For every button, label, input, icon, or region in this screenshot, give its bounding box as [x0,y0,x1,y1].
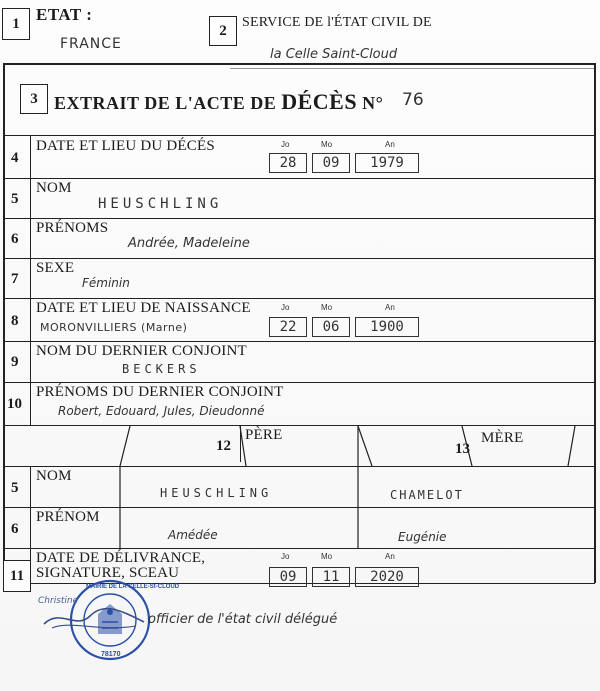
naissance-lieu: MORONVILLIERS (Marne) [40,321,188,334]
conjoint-nom-value: BECKERS [122,362,201,376]
naissance-day: 22 [269,317,307,337]
seal-text: MAIRIE DE LA CELLE-St-CLOUD [86,584,180,590]
field-number-13: 13 [455,441,470,457]
sexe-label: SEXE [36,260,75,276]
signature-text: officier de l'état civil délégué [148,612,338,627]
month-caption-11: Mo [321,552,333,561]
field-number-6-parents: 6 [11,521,19,537]
title-no: N° [357,93,384,113]
conjoint-prenoms-value: Robert, Edouard, Jules, Dieudonné [58,404,265,418]
field-number-5: 5 [11,191,19,207]
nom-value: HEUSCHLING [98,196,223,212]
delivrance-label-line2: SIGNATURE, SCEAU [36,565,180,581]
mere-nom-value: CHAMELOT [390,488,464,502]
field-number-7: 7 [11,271,19,287]
field-number-4: 4 [11,150,19,166]
etat-value: FRANCE [60,36,122,52]
day-caption-8: Jo [281,303,290,312]
prenoms-label: PRÉNOMS [36,220,109,236]
seal-code: 78170 [101,651,121,658]
pere-prenom-value: Amédée [168,528,218,542]
field-number-3: 3 [20,84,48,114]
mere-label: MÈRE [481,430,524,446]
day-caption: Jo [281,140,290,149]
month-caption: Mo [321,140,333,149]
pere-number-divider [240,426,241,462]
pere-nom-value: HEUSCHLING [160,486,273,500]
signature-scribble-icon [40,604,150,634]
field-number-12: 12 [216,438,231,454]
etat-label: ETAT : [36,5,93,24]
deces-year: 1979 [355,153,419,173]
mere-prenom-value: Eugénie [398,530,447,544]
deces-date-lieu-label: DATE ET LIEU DU DÉCÉS [36,138,215,154]
delivrance-year: 2020 [355,567,419,587]
naissance-label: DATE ET LIEU DE NAISSANCE [36,300,251,316]
naissance-year: 1900 [355,317,419,337]
field-number-2: 2 [209,16,237,46]
field-number-5-parents: 5 [11,480,19,496]
year-caption-8: An [385,303,395,312]
act-number: 76 [402,90,424,110]
title-deces: DÉCÈS [281,89,358,114]
service-value: la Celle Saint-Cloud [270,47,398,62]
year-caption-11: An [385,552,395,561]
sexe-value: Féminin [82,276,130,290]
day-caption-11: Jo [281,552,290,561]
signature-name: Christine [38,596,79,606]
field-number-10: 10 [7,396,22,412]
delivrance-label-line1: DATE DE DÉLIVRANCE, [36,550,206,566]
delivrance-label [36,551,205,581]
delivrance-month: 11 [312,567,350,587]
delivrance-day: 09 [269,567,307,587]
pere-label: PÈRE [245,427,283,443]
conjoint-nom-label: NOM DU DERNIER CONJOINT [36,343,247,359]
field-number-6: 6 [11,231,19,247]
parents-prenom-label: PRÉNOM [36,509,100,525]
deces-day: 28 [269,153,307,173]
naissance-month: 06 [312,317,350,337]
conjoint-prenoms-label: PRÉNOMS DU DERNIER CONJOINT [36,384,284,400]
deces-month: 09 [312,153,350,173]
field-number-1: 1 [2,8,30,40]
year-caption: An [385,140,395,149]
service-label: SERVICE DE l'ÉTAT CIVIL DE [242,15,432,30]
nom-label: NOM [36,180,72,196]
field-number-8: 8 [11,313,19,329]
title-prefix: EXTRAIT DE L'ACTE DE [54,93,282,113]
month-caption-8: Mo [321,303,333,312]
prenoms-value: Andrée, Madeleine [128,236,250,251]
field-number-9: 9 [11,354,19,370]
field-number-11: 11 [3,560,31,592]
parents-nom-label: NOM [36,468,72,484]
